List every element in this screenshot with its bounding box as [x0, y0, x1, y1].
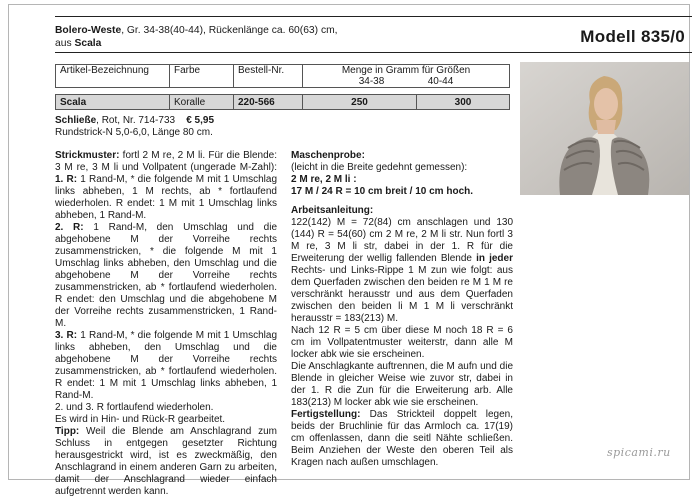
table-header-row: [56, 65, 510, 88]
material-row-table: [55, 94, 510, 110]
size-label: 34-38: [358, 76, 385, 87]
clasp-details: , Rot, Nr. 714-733: [96, 115, 176, 126]
table-cell: Scala: [56, 95, 170, 110]
row2-label: 2. R:: [55, 222, 84, 233]
size-label: 40-44: [427, 76, 454, 87]
table-header-cell: Farbe: [170, 65, 234, 88]
needle-info: Rundstrick-N 5,0-6,0, Länge 80 cm.: [55, 127, 213, 138]
finishing-paragraph: [291, 409, 513, 469]
row3-text: 1 Rand-M, * die folgende M mit 1 Umschlag links abheben, den Umschlag und die abgehobene M der Vorreihe rechts zusammenstricken, ab * fortlaufend wiederholen. R endet: 1 M mit 1 Umschlag links abheben, 1 Rand-M.: [55, 330, 278, 401]
finishing-text: Das Strickteil doppelt legen, beids der Bruchlinie für das Armloch ca. 17(19) cm offenlassen, dann die seitl Nähte schließen. Beim Anziehen der Weste den oberen Teil als Kragen nach außen umschlagen.: [291, 409, 513, 468]
model-photo-image: [520, 62, 689, 195]
row3-label: 3. R:: [55, 330, 78, 341]
accessories: [55, 115, 214, 139]
table-header-cell: Bestell-Nr.: [234, 65, 303, 88]
pattern-label: Strickmuster:: [55, 150, 120, 161]
pattern-paragraph: [55, 150, 277, 222]
row1-label: 1. R:: [55, 174, 78, 185]
rows-note: Es wird in Hin- und Rück-R gearbeitet.: [55, 414, 226, 425]
gauge-pattern: 2 M re, 2 M li :: [291, 174, 357, 185]
repeat-note: 2. und 3. R fortlaufend wiederholen.: [55, 402, 214, 413]
header-bottom-rule: [55, 52, 692, 53]
instructions-paragraph-3: Die Anschlagkante auftrennen, die M aufn und die Blende in gleicher Weise wie zuvor str, dabei in der 1. R die Zun für die Erweiterung arb. Alle 183(213) M locker abk wie sie erscheinen.: [291, 361, 513, 408]
tip-label: Tipp:: [55, 426, 80, 437]
instructions-column-left: [55, 150, 277, 498]
instructions-text: 122(142) M = 72(84) cm anschlagen und 130 (144) R = 54(60) cm 2 M re, 2 M li str. Nun fortl 3 M re, 3 M li str, dabei in der 1. R für die Erweiterung der wellig fallenden Blende: [291, 217, 513, 264]
header-title: Bolero-Weste: [55, 25, 122, 36]
table-row: [56, 95, 510, 110]
table-cell: 300: [417, 95, 510, 110]
header-title-rest: , Gr. 34-38(40-44), Rückenlänge ca. 60(63) cm,: [121, 25, 338, 36]
tip-paragraph: [55, 426, 277, 498]
pattern-text: fortl 2 M re, 2 M li. Für die Blende: 3 M re, 3 M li und Vollpatent (ungerade M-Zahl):: [55, 150, 277, 173]
gauge-text: (leicht in die Breite gedehnt gemessen):: [291, 162, 468, 173]
model-number: Modell 835/0: [580, 27, 685, 46]
table-header-sizes: [303, 65, 510, 88]
clasp-label: Schließe: [55, 115, 97, 126]
model-photo: [520, 62, 689, 195]
header-yarn-prefix: aus: [55, 38, 75, 49]
row1-text: 1 Rand-M, * die folgende M mit 1 Umschlag links abheben, 1 M rechts, ab * fortlaufend wiederholen. R endet: 1 M mit 1 Umschlag links abheben, 1 Rand-M.: [55, 174, 278, 221]
tip-text: Weil die Blende am Anschlagrand zum Schluss in entgegen gesetzter Richtung herausgestrickt wird, ist es zweckmäßig, den Anschlagrand in einem anderen Garn zu arbeiten, damit der Anschlagrand wieder einfach aufgetrennt werden kann.: [55, 426, 277, 497]
instructions-column-right: [291, 150, 513, 469]
clasp-price: € 5,95: [186, 115, 215, 126]
table-cell: Koralle: [170, 95, 234, 110]
gauge-measure: 17 M / 24 R = 10 cm breit / 10 cm hoch.: [291, 186, 474, 197]
instructions-emphasis: in jeder: [476, 253, 513, 264]
table-header-cell: Artikel-Bezeichnung: [56, 65, 170, 88]
table-cell: 250: [303, 95, 417, 110]
instructions-paragraph-2: Nach 12 R = 5 cm über diese M noch 18 R = 6 cm im Vollpatentmuster weiterstr, dann alle M locker abk wie sie erscheinen.: [291, 325, 513, 360]
header-top-rule: [55, 16, 692, 17]
row2-text: 1 Rand-M, den Umschlag und die abgehobene M der Vorreihe rechts zusammenstricken, * die folgende M mit 1 Umschlag links abheben, den Umschlag und die abgehobene M der Vorreihe rechts zusammenstricken, ab * fortlaufend wiederholen. R endet: den Umschlag und die abgehobene M der Vorreihe rechts zusammenstricken, 1 Rand-M.: [55, 222, 278, 329]
row2-paragraph: [55, 222, 277, 330]
instructions-paragraph-1: [291, 217, 513, 325]
instructions-text: Rechts- und Links-Rippe 1 M zun wie folgt: aus dem Querfaden zwischen den beiden re M 1 M re verschränkt herausstr und aus dem Querfaden zwischen den beiden li M 1 M li verschränkt herausstr = 183(213) M.: [291, 265, 513, 324]
table-cell: 220-566: [234, 95, 303, 110]
material-table: [55, 64, 510, 88]
header-description: [55, 24, 485, 50]
table-header-cell: Menge in Gramm für Größen: [341, 65, 471, 76]
instructions-label: Arbeitsanleitung:: [291, 205, 374, 216]
row3-paragraph: [55, 330, 277, 402]
gauge-label: Maschenprobe:: [291, 150, 365, 161]
finishing-label: Fertigstellung:: [291, 409, 361, 420]
header-yarn: Scala: [74, 38, 102, 49]
watermark: spicami.ru: [607, 446, 671, 459]
